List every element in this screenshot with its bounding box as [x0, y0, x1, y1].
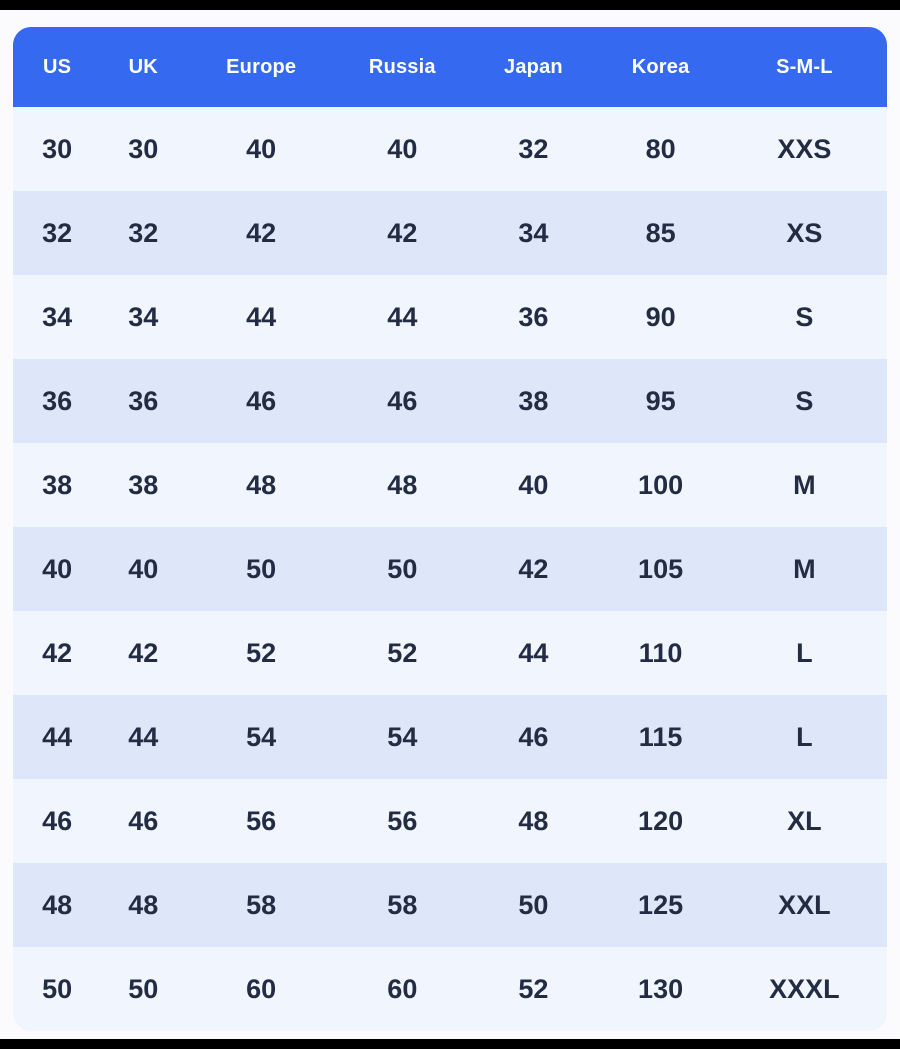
table-cell: 48 [42, 889, 73, 920]
table-cell: 95 [645, 385, 676, 416]
table-cell: 48 [518, 805, 549, 836]
column-header-sml: S-M-L [776, 55, 833, 78]
table-cell: 54 [246, 721, 277, 752]
table-cell: 52 [246, 637, 277, 668]
table-cell: 44 [128, 721, 159, 752]
table-cell: 50 [128, 973, 159, 1004]
table-cell: 42 [518, 553, 549, 584]
table-cell: 56 [246, 805, 277, 836]
table-row [13, 107, 887, 191]
table-cell: 36 [42, 385, 73, 416]
table-cell: 34 [518, 217, 549, 248]
table-cell: 105 [638, 553, 684, 584]
table-row [13, 275, 887, 359]
column-header-us: US [43, 55, 72, 78]
table-cell: 34 [42, 301, 73, 332]
table-cell: S [795, 385, 814, 416]
column-header-russia: Russia [368, 55, 436, 78]
top-letterbox-bar [0, 0, 900, 10]
table-cell: 38 [42, 469, 73, 500]
table-cell: 36 [518, 301, 549, 332]
table-row [13, 611, 887, 695]
table-cell: 36 [128, 385, 159, 416]
table-cell: XXL [778, 889, 831, 920]
table-cell: 56 [387, 805, 418, 836]
table-cell: 30 [42, 133, 73, 164]
column-header-uk: UK [128, 55, 158, 78]
table-cell: 44 [42, 721, 73, 752]
table-row [13, 191, 887, 275]
column-header-korea: Korea [631, 55, 690, 78]
table-cell: XS [786, 217, 823, 248]
table-cell: XXXL [769, 973, 840, 1004]
table-cell: M [793, 469, 816, 500]
table-cell: 48 [128, 889, 159, 920]
table-cell: 48 [387, 469, 418, 500]
table-cell: 46 [246, 385, 277, 416]
table-cell: 46 [42, 805, 73, 836]
table-body [13, 107, 887, 1031]
table-cell: M [793, 553, 816, 584]
table-cell: 32 [42, 217, 73, 248]
table-row [13, 443, 887, 527]
table-cell: 46 [518, 721, 549, 752]
table-cell: 80 [645, 133, 676, 164]
table-cell: 52 [387, 637, 418, 668]
table-cell: 40 [42, 553, 73, 584]
table-cell: 60 [387, 973, 418, 1004]
table-cell: 44 [518, 637, 549, 668]
table-cell: XL [787, 805, 822, 836]
table-cell: 42 [128, 637, 159, 668]
table-cell: 38 [128, 469, 159, 500]
table-cell: 50 [387, 553, 418, 584]
table-cell: 34 [128, 301, 159, 332]
table-cell: 120 [638, 805, 684, 836]
table-cell: 42 [42, 637, 73, 668]
table-cell: 50 [42, 973, 73, 1004]
table-cell: 44 [246, 301, 277, 332]
table-cell: 32 [518, 133, 549, 164]
table-row [13, 695, 887, 779]
table-cell: 50 [518, 889, 549, 920]
table-cell: 46 [128, 805, 159, 836]
table-header-row [13, 27, 887, 107]
table-cell: 50 [246, 553, 277, 584]
table-cell: 30 [128, 133, 159, 164]
bottom-letterbox-bar [0, 1039, 900, 1049]
table-cell: 40 [246, 133, 277, 164]
column-header-japan: Japan [504, 55, 563, 78]
table-row [13, 359, 887, 443]
column-header-europe: Europe [226, 55, 297, 78]
table-cell: 32 [128, 217, 159, 248]
table-cell: 54 [387, 721, 418, 752]
table-cell: 52 [518, 973, 549, 1004]
table-cell: 110 [638, 637, 683, 668]
table-cell: 130 [638, 973, 684, 1004]
table-cell: 44 [387, 301, 418, 332]
table-row [13, 863, 887, 947]
table-row [13, 527, 887, 611]
table-row [13, 779, 887, 863]
table-cell: L [796, 721, 813, 752]
table-cell: 58 [387, 889, 418, 920]
table-row [13, 947, 887, 1031]
table-cell: 58 [246, 889, 277, 920]
table-cell: 115 [638, 721, 683, 752]
table-cell: 46 [387, 385, 418, 416]
table-cell: 42 [387, 217, 418, 248]
table-cell: 85 [645, 217, 676, 248]
table-cell: 40 [128, 553, 159, 584]
table-cell: 60 [246, 973, 277, 1004]
table-cell: 48 [246, 469, 277, 500]
table-cell: 90 [645, 301, 676, 332]
table-cell: S [795, 301, 814, 332]
table-cell: L [796, 637, 813, 668]
table-cell: XXS [777, 133, 832, 164]
table-cell: 40 [387, 133, 418, 164]
size-conversion-table [13, 27, 887, 1031]
table-cell: 125 [638, 889, 684, 920]
table-cell: 42 [246, 217, 277, 248]
table-cell: 40 [518, 469, 549, 500]
table-cell: 38 [518, 385, 549, 416]
table-cell: 100 [638, 469, 684, 500]
